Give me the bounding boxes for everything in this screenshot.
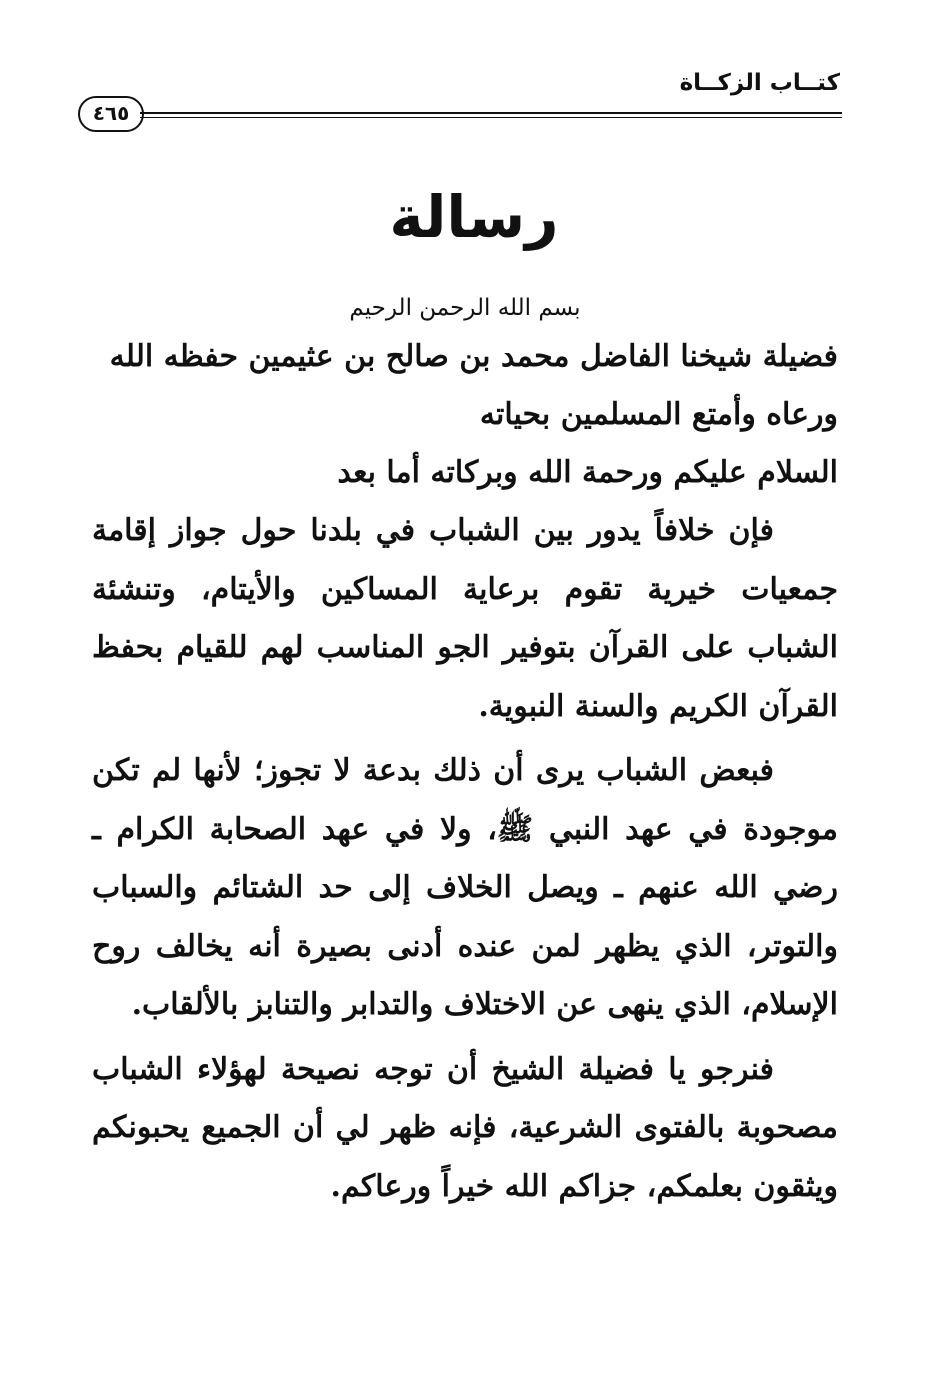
paragraph-2: فبعض الشباب يرى أن ذلك بدعة لا تجوز؛ لأنها لم تكن موجودة في عهد النبي ﷺ، ولا في عهد الصحابة الكرام ـ رضي الله عنهم ـ ويصل الخلاف إلى حد الشتائم والسباب والتوتر، الذي يظهر لمن عنده أدنى بصيرة أنه يخالف روح الإسلام، الذي ينهى عن الاختلاف والتدابر والتنابز بالألقاب. (92, 753, 838, 1022)
page-title: رسالة (389, 183, 559, 251)
letter-body (92, 288, 838, 1216)
addressee-line-2: ورعاه وأمتع المسلمين بحياته (479, 397, 838, 432)
greeting: السلام عليكم ورحمة الله وبركاته أما بعد (337, 455, 838, 490)
paragraph-3: فنرجو يا فضيلة الشيخ أن توجه نصيحة لهؤلاء الشباب مصحوبة بالفتوى الشرعية، فإنه ظهر لي أن الجميع يحبونكم ويثقون بعلمكم، جزاكم الله خيراً ورعاكم. (92, 1051, 838, 1204)
page-number: ٤٦٥ (78, 96, 144, 132)
running-head-title: كتــاب الزكــاة (679, 70, 840, 96)
paragraph-1: فإن خلافاً يدور بين الشباب في بلدنا حول جواز إقامة جمعيات خيرية تقوم برعاية المساكين والأيتام، وتنشئة الشباب على القرآن بتوفير الجو المناسب لهم للقيام بحفظ القرآن الكريم والسنة النبوية. (92, 513, 838, 724)
header-rule (140, 112, 842, 114)
header-rule-thin (140, 117, 842, 118)
basmala: بسم الله الرحمن الرحيم (349, 295, 581, 321)
addressee-line-1: فضيلة شيخنا الفاضل محمد بن صالح بن عثيمين حفظه الله (109, 339, 838, 374)
